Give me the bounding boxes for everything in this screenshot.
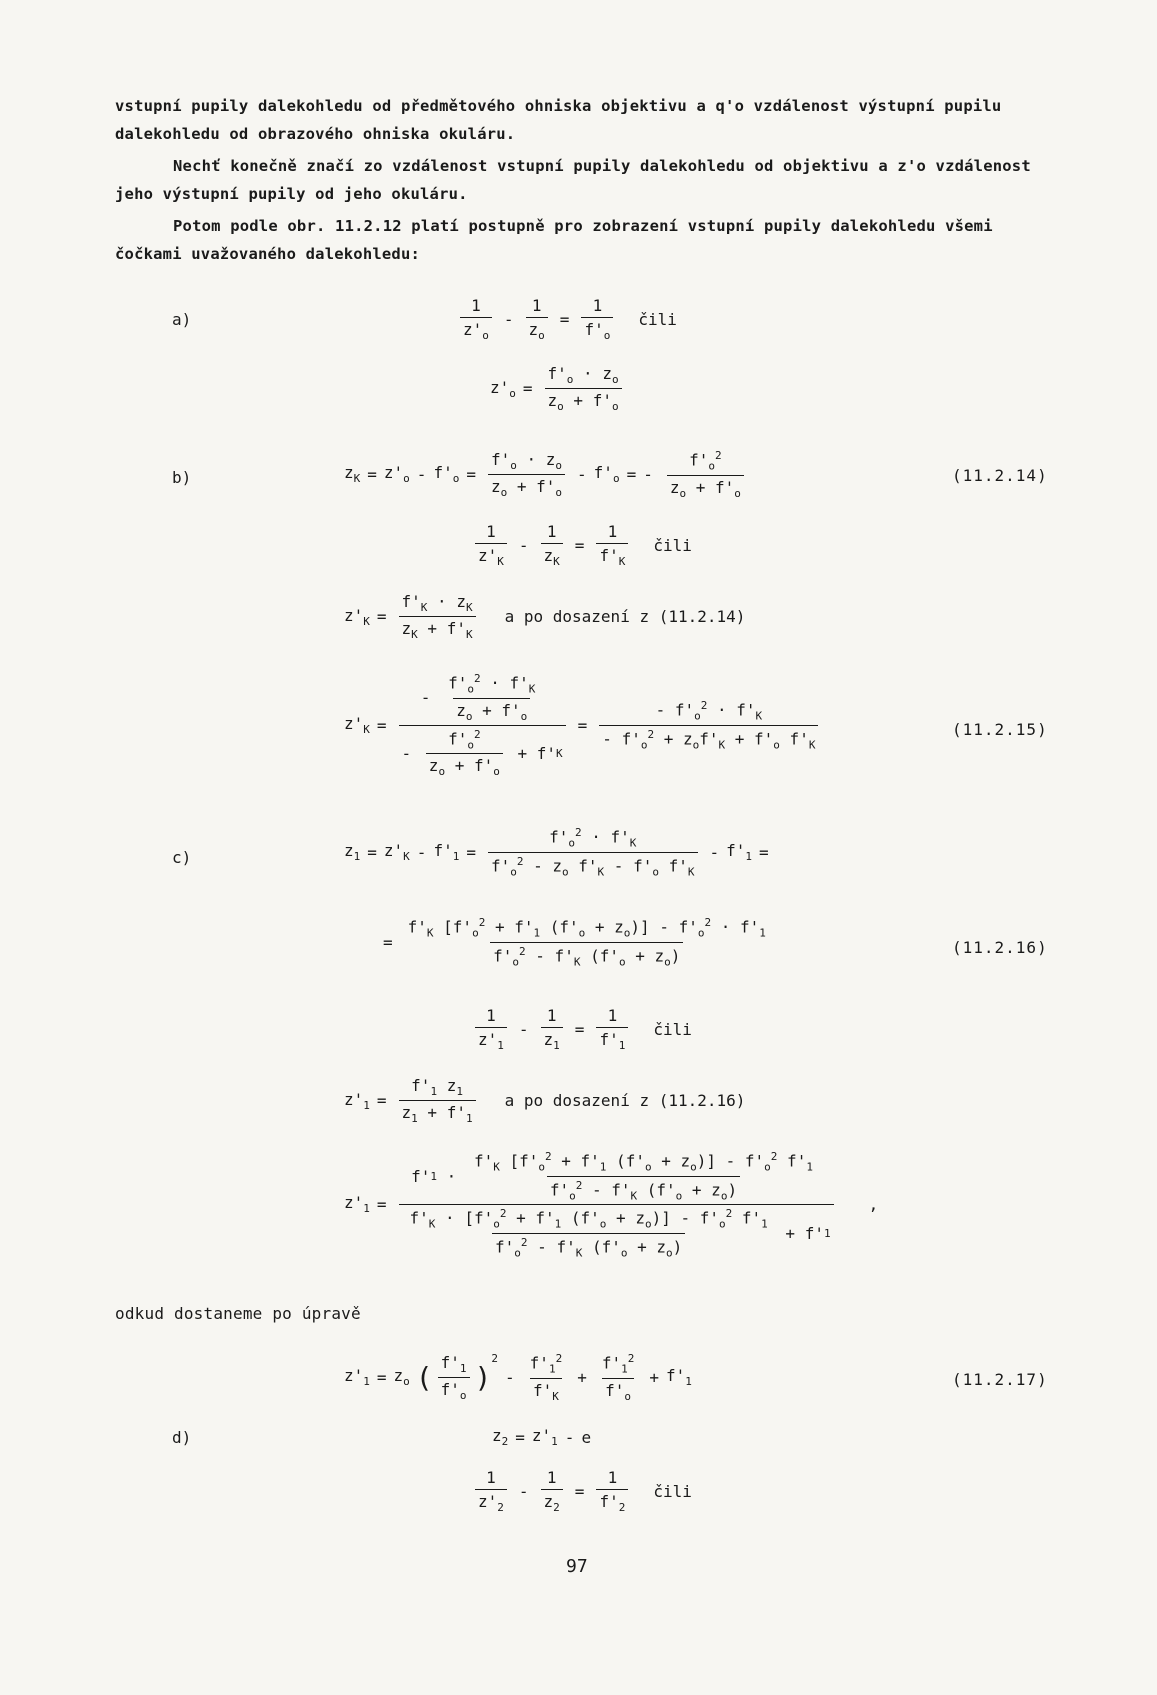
equation-b-lens: $\frac{1}{z'_K}$ - $\frac{1}{z_K}$ = $\frac{1}{f'_K}$ čili bbox=[470, 522, 692, 568]
equation-number-11-2-14: (11.2.14) bbox=[952, 466, 1048, 485]
equation-b-zk: $z'_K$ = $\frac{f'_K \cdot z_K}{z_K + f'_K}$ a po dosazení z (11.2.14) bbox=[344, 592, 746, 642]
equation-c-z1prime: $z'_1$ = $\frac{f'_1 z_1}{z_1 + f'_1}$ a po dosazení z (11.2.16) bbox=[344, 1076, 746, 1126]
label-d: d) bbox=[172, 1428, 192, 1447]
paragraph-4: odkud dostaneme po úpravě bbox=[115, 1304, 361, 1323]
equation-a-2: $z'_o$ = $\frac{f'_o \cdot z_o}{z_o + f'_o}$ bbox=[490, 364, 627, 413]
equation-c-substituted: $z'_1$ = f' 1 · $\frac{f'_K [f'_o^2 + f'_1 (f'_o + z_o)] - f'_o^2 f'_1}{f'_o^2 - f'_K (f'_o + z_o)}$ $\frac{f'_K \cdot [f'_o^2 + f'_1 (f'_o + z_o)] - f'_o^2 f'_1}{f'_o^2 - f'_K (f'_o + z_o)}$ + f' 1 , bbox=[344, 1150, 879, 1260]
substitution-note-14: a po dosazení z (11.2.14) bbox=[504, 607, 746, 627]
cili-text: čili bbox=[653, 1481, 692, 1501]
equation-11-2-16: = $\frac{f'_K [f'_o^2 + f'_1 (f'_o + z_o)] - f'_o^2 \cdot f'_1}{f'_o^2 - f'_K (f'_o + z_o)}$ bbox=[383, 916, 766, 969]
equation-a-1: $\frac{1}{z'_o}$ - $\frac{1}{z_o}$ = $\frac{1}{f'_o}$ čili bbox=[455, 296, 677, 342]
equation-number-11-2-17: (11.2.17) bbox=[952, 1370, 1048, 1389]
equation-11-2-14: $z_K$ = $z'_o$ - $f'_o$ = $\frac{f'_o \cdot z_o}{z_o + f'_o}$ - $f'_o$ = - $\frac{f'_o^2}{z_o + f'_o}$ bbox=[344, 449, 749, 500]
equation-c-z1: $z_1$ = $z'_K$ - $f'_1$ = $\frac{f'_o^2 \cdot f'_K}{f'_o^2 - z_o f'_K - f'_o f'_K}$ - $f'_1$ = bbox=[344, 826, 769, 879]
equation-c-lens: $\frac{1}{z'_1}$ - $\frac{1}{z_1}$ = $\frac{1}{f'_1}$ čili bbox=[470, 1006, 692, 1052]
paragraph-2: Nechť konečně značí zo vzdálenost vstupní pupily dalekohledu od objektivu a z'o vzdálenost jeho výstupní pupily od jeho okuláru. bbox=[115, 157, 1031, 203]
label-a: a) bbox=[172, 310, 192, 329]
equation-number-11-2-15: (11.2.15) bbox=[952, 720, 1048, 739]
equation-d-z2: $z_2$ = $z'_1$ - e bbox=[492, 1426, 592, 1449]
label-b: b) bbox=[172, 468, 192, 487]
equation-d-lens: $\frac{1}{z'_2}$ - $\frac{1}{z_2}$ = $\frac{1}{f'_2}$ čili bbox=[470, 1468, 692, 1514]
cili-text: čili bbox=[638, 309, 677, 329]
cili-text: čili bbox=[653, 1019, 692, 1039]
label-c: c) bbox=[172, 848, 192, 867]
equation-11-2-15: $z'_K$ = - $\frac{f'_o^2 \cdot f'_K}{z_o + f'_o}$ - $\frac{f'_o^2}{z_o + f'_o}$ + f' K = $\frac{- f'_o^2 \cdot f'_K}{- f'_o^2 + z_of'_K + f'_o f'_K}$ bbox=[344, 672, 823, 778]
page-number: 97 bbox=[566, 1556, 588, 1577]
paragraph-1: vstupní pupily dalekohledu od předmětového ohniska objektivu a q'o vzdálenost výstupní pupilu dalekohledu od obrazového ohniska okuláru. bbox=[115, 97, 1002, 143]
substitution-note-16: a po dosazení z (11.2.16) bbox=[504, 1091, 746, 1111]
equation-number-11-2-16: (11.2.16) bbox=[952, 938, 1048, 957]
cili-text: čili bbox=[653, 535, 692, 555]
paragraph-3: Potom podle obr. 11.2.12 platí postupně pro zobrazení vstupní pupily dalekohledu všemi čočkami uvažovaného dalekohledu: bbox=[115, 217, 993, 263]
equation-11-2-17: $z'_1$ = $z_o$ ( $\frac{f'_1}{f'_o}$ ) $^2$ - $\frac{f'_1^2}{f'_K}$ + $\frac{f'_1^2}{f'_o}$ + $f'_1$ bbox=[344, 1352, 692, 1403]
